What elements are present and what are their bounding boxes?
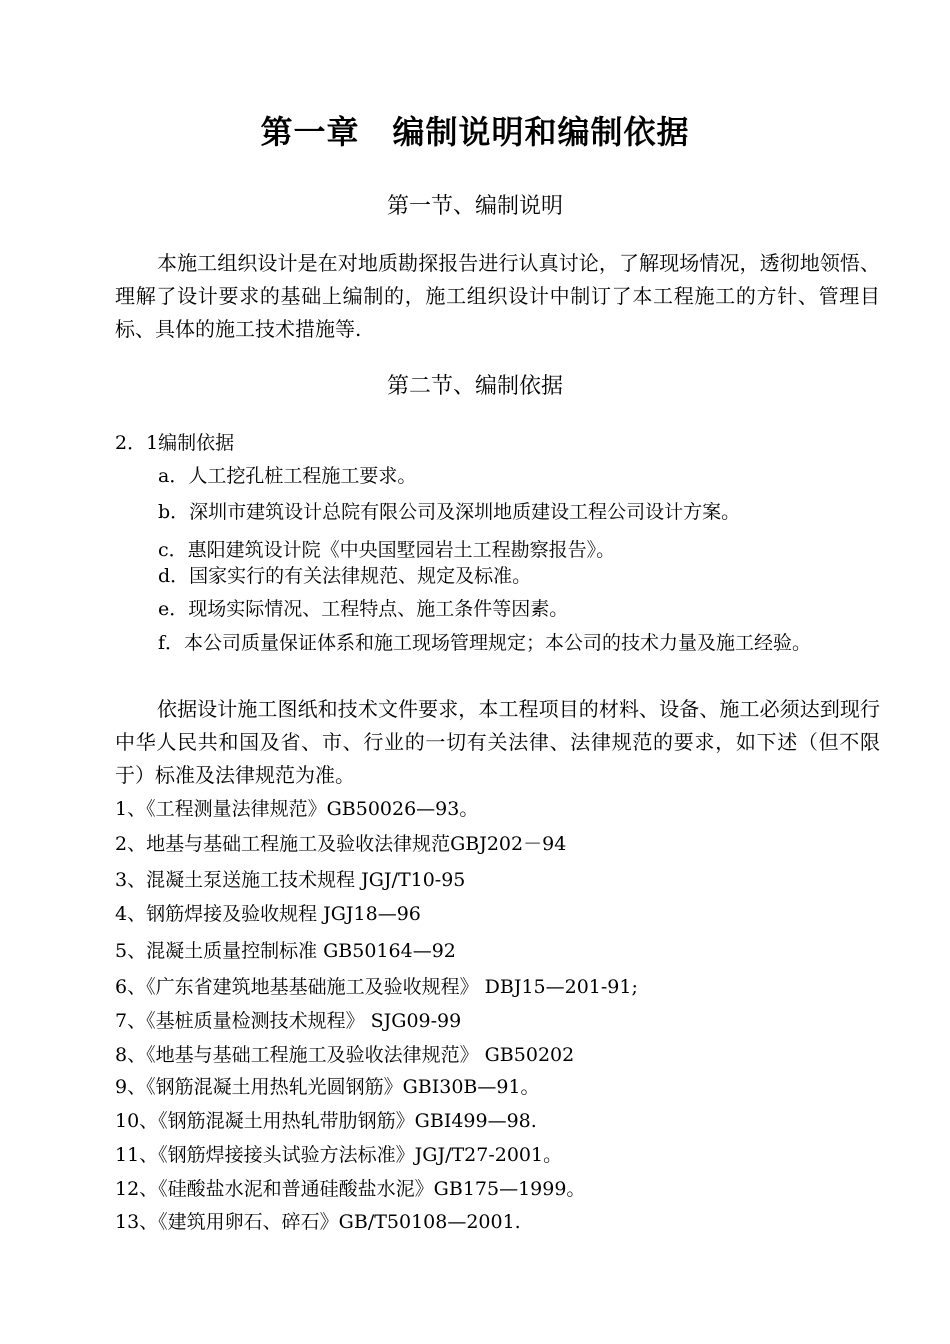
standard-item-4: 4、钢筋焊接及验收规程 JGJ18—96 [115, 903, 421, 925]
basis-item-f: f．本公司质量保证体系和施工现场管理规定；本公司的技术力量及施工经验。 [158, 632, 812, 654]
standard-item-2: 2、地基与基础工程施工及验收法律规范GBJ202－94 [115, 833, 567, 855]
standard-item-12: 12、《硅酸盐水泥和普通硅酸盐水泥》GB175—1999。 [115, 1178, 586, 1200]
basis-item-d: d．国家实行的有关法律规范、规定及标准。 [158, 565, 532, 587]
standard-item-9: 9、《钢筋混凝土用热轧光圆钢筋》GBI30B—91。 [115, 1076, 540, 1098]
subheading-2-1: 2．1编制依据 [115, 432, 235, 454]
standard-item-7: 7、《基桩质量检测技术规程》 SJG09-99 [115, 1010, 462, 1032]
basis-item-a: a．人工挖孔桩工程施工要求。 [158, 465, 417, 487]
basis-item-c: c．惠阳建筑设计院《中央国墅园岩土工程勘察报告》。 [158, 539, 616, 561]
standards-intro: 依据设计施工图纸和技术文件要求，本工程项目的材料、设备、施工必须达到现行中华人民共和国及省、市、行业的一切有关法律、法律规范的要求，如下述（但不限于）标准及法律规范为准。 [115, 697, 880, 787]
section-title-2: 第二节、编制依据 [386, 374, 563, 399]
basis-item-e: e．现场实际情况、工程特点、施工条件等因素。 [158, 598, 569, 620]
basis-item-b: b．深圳市建筑设计总院有限公司及深圳地质建设工程公司设计方案。 [158, 501, 741, 523]
standard-item-5: 5、混凝土质量控制标准 GB50164—92 [115, 940, 456, 962]
standard-item-13: 13、《建筑用卵石、碎石》GB/T50108—2001. [115, 1211, 521, 1233]
standard-item-8: 8、《地基与基础工程施工及验收法律规范》 GB50202 [115, 1044, 575, 1066]
standard-item-11: 11、《钢筋焊接接头试验方法标准》JGJ/T27-2001。 [115, 1144, 563, 1166]
standard-item-1: 1、《工程测量法律规范》GB50026—93。 [115, 798, 479, 820]
section-title-1: 第一节、编制说明 [386, 194, 563, 219]
standard-item-10: 10、《钢筋混凝土用热轧带肋钢筋》GBI499—98. [115, 1110, 537, 1132]
standard-item-6: 6、《广东省建筑地基基础施工及验收规程》 DBJ15—201-91; [115, 976, 638, 998]
section1-paragraph: 本施工组织设计是在对地质勘探报告进行认真讨论，了解现场情况，透彻地领悟、理解了设计要求的基础上编制的，施工组织设计中制订了本工程施工的方针、管理目标、具体的施工技术措施等. [115, 251, 880, 341]
standard-item-3: 3、混凝土泵送施工技术规程 JGJ/T10-95 [115, 869, 466, 891]
chapter-title: 第一章 编制说明和编制依据 [260, 113, 690, 151]
